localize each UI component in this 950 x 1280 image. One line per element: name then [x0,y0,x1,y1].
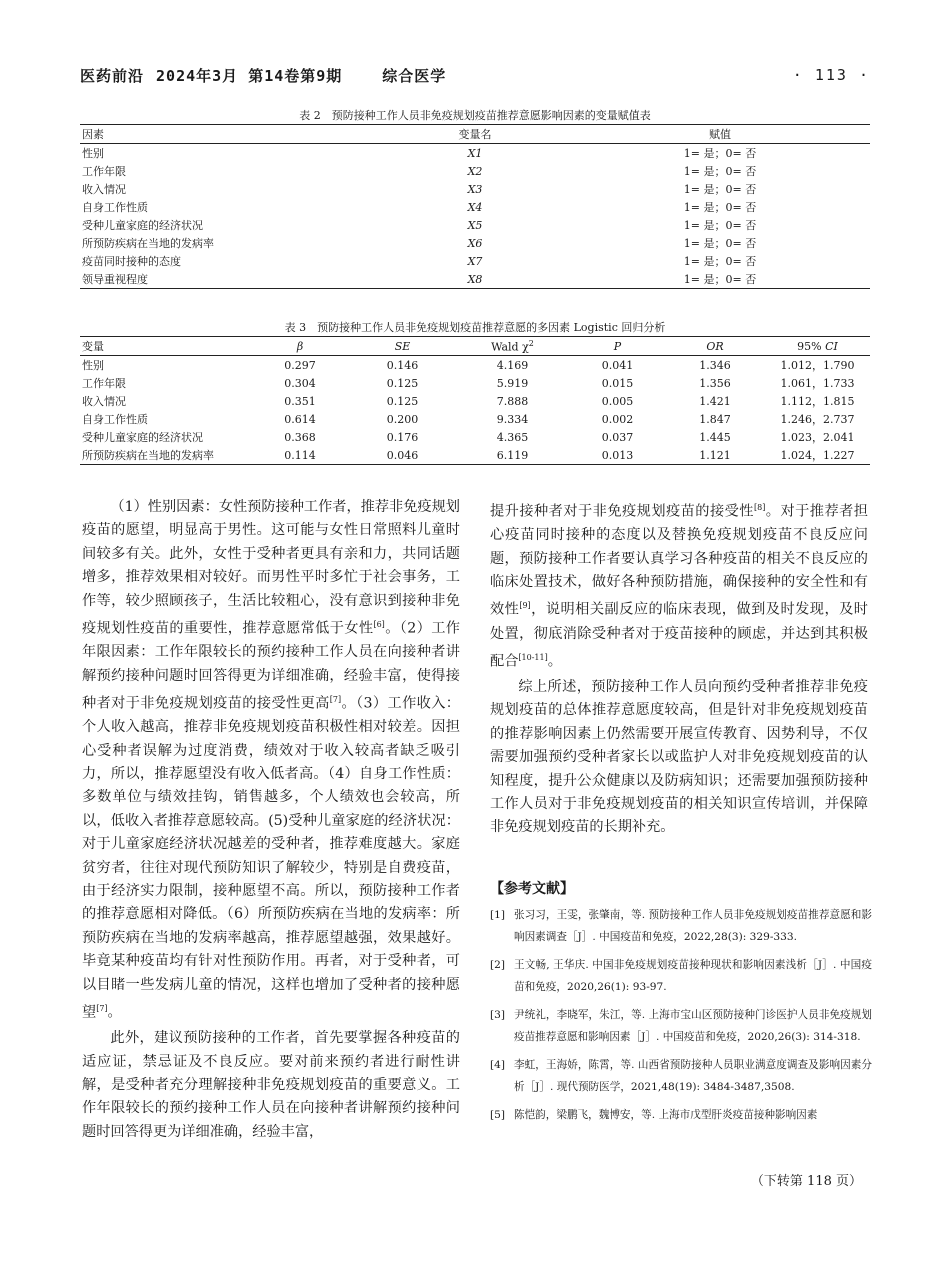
table-3-header-row [80,337,870,356]
table-cell: 0.114 [284,448,316,462]
table-row [80,180,870,198]
body-column-left [82,496,460,1144]
table-row [80,374,870,392]
table-2-header: 因素 [82,128,104,141]
references [490,878,872,1132]
issue-info: 2024年3月 第14卷第9期 [156,66,343,85]
text-run: 。 [547,653,562,670]
reference-list [490,904,872,1126]
table-cell: 1.346 [699,358,731,372]
table-cell: X4 [467,200,483,214]
table-cell: 0.041 [601,358,634,372]
citation: [7] [329,694,342,704]
table-2-header: 变量名 [458,128,492,141]
table-2-body [80,144,870,289]
table-cell: 收入情况 [82,395,126,408]
paragraph [490,496,868,674]
table-cell: X2 [467,164,483,178]
table-cell: 7.888 [496,394,529,408]
table-row [80,356,870,375]
table-cell: 1= 是；0= 否 [683,219,757,232]
table-cell: 收入情况 [82,183,126,196]
table-cell: 1.012，1.790 [780,359,855,372]
reference-number: [5] [490,1109,506,1121]
table-cell: 0.351 [284,394,316,408]
table-2-header-row [80,125,870,144]
citation: [6] [373,620,385,630]
table-cell: X6 [467,236,483,250]
reference-number: [2] [490,959,506,971]
table-row [80,270,870,289]
table-cell: 1.356 [699,376,731,390]
table-row [80,252,870,270]
table-2 [80,108,870,289]
table-row [80,410,870,428]
paragraph [82,496,460,1025]
text-run: （1）性别因素：女性预防接种工作者，推荐非免疫规划疫苗的愿望，明显高于男性。这可能与女性日常照料儿童时间较多有关。此外，女性于受种者更具有亲和力，共同话题增多，推荐效果相对较好。而男性平时多忙于社会事务，工作等，较少照顾孩子，生活比较粗心，没有意识到接种非免疫规划性疫苗的重要性，推荐意愿常低于女性 [82,499,460,637]
reference-text: 张习习，王雯，张肇南，等. 预防接种工作人员非免疫规划疫苗推荐意愿和影响因素调查［J］. 中国疫苗和免疫，2022,28(3): 329-333. [514,909,872,943]
table-cell: 0.037 [601,430,634,444]
references-heading: 【参考文献】 [490,881,574,897]
citation: [8] [753,503,766,512]
table-cell: 0.200 [386,412,419,426]
table-row [80,428,870,446]
table-cell: 所预防疾病在当地的发病率 [82,237,214,250]
reference-number: [4] [490,1059,506,1071]
running-header [80,62,870,88]
table-cell: 1.024，1.227 [780,449,855,462]
table-cell: 性别 [82,359,104,372]
table-cell: 1.246，2.737 [780,413,855,426]
page-number: · 113 · [792,66,870,84]
table-3-header: 变量 [82,340,104,353]
table-cell: 1.112，1.815 [780,395,855,408]
paragraph: 综上所述，预防接种工作人员向预约受种者推荐非免疫规划疫苗的总体推荐意愿度较高，但是针对非免疫规划疫苗的推荐影响因素上仍然需要开展宣传教育、因势利导，不仅需要加强预约受种者家长以或监护人对非免疫规划疫苗的认知程度，提升公众健康以及防病知识；还需要加强预防接种工作人员对于非免疫规划疫苗的相关知识宣传培训，并保障非免疫规划疫苗的长期补充。 [490,679,868,836]
table-cell: 6.119 [496,448,529,462]
table-cell: 0.046 [386,448,419,462]
text-run: 。 [107,1004,122,1021]
table-cell: 性别 [82,147,104,160]
table-row [80,234,870,252]
table-cell: 1.061，1.733 [780,377,855,390]
table-3-header: β [296,339,304,353]
table-cell: 1= 是；0= 否 [683,201,757,214]
body-column-right [490,496,868,840]
table-cell: 1= 是；0= 否 [683,183,757,196]
reference-number: [1] [490,909,506,921]
table-cell: 1.421 [699,394,731,408]
table-cell: 1= 是；0= 否 [683,147,757,160]
table-cell: 4.365 [496,430,529,444]
table-cell: X3 [467,182,483,196]
paragraph: 此外，建议预防接种的工作者，首先要掌握各种疫苗的适应证，禁忌证及不良反应。要对前来预约者进行耐性讲解，是受种者充分理解接种非免疫规划疫苗的重要意义。工作年限较长的预约接种工作人员在向接种者讲解预约接种问题时回答得更为详细准确，经验丰富， [82,1030,460,1140]
table-cell: 0.125 [386,394,419,408]
wald-label: Wald χ [491,340,529,354]
table-2-caption: 表 2 预防接种工作人员非免疫规划疫苗推荐意愿影响因素的变量赋值表 [299,109,651,122]
table-2-header: 赋值 [709,128,731,141]
reference-item [490,1104,872,1126]
reference-item [490,1054,872,1098]
reference-text: 尹统礼，李晓军，朱江，等. 上海市宝山区预防接种门诊医护人员非免疫规划疫苗推荐意愿和影响因素［J］. 中国疫苗和免疫，2020,26(3): 314-318. [514,1009,872,1043]
table-cell: 1= 是；0= 否 [683,237,757,250]
reference-item [490,1004,872,1048]
table-row [80,198,870,216]
table-cell: 0.125 [386,376,419,390]
text-run: ，说明相关副反应的临床表现，做到及时发现，及时处置，彻底消除受种者对于疫苗接种的顾虑，并达到其积极配合 [490,602,868,670]
ci-prefix: 95% [797,339,822,353]
ci-label: CI [825,339,838,353]
table-cell: 0.005 [601,394,634,408]
text-run: 提升接种者对于非免疫规划疫苗的接受性 [490,503,754,520]
reference-item [490,904,872,948]
reference-number: [3] [490,1009,506,1021]
continued-note: （下转第 118 页） [750,1174,862,1189]
text-run: 。对于推荐者担心疫苗同时接种的态度以及替换免疫规划疫苗不良反应问题，预防接种工作者要认真学习各种疫苗的相关不良反应的临床处置技术，做好各种预防措施，确保接种的安全性和有效性 [490,503,868,619]
table-3-header: OR [706,339,724,353]
table-cell: 受种儿童家庭的经济状况 [82,431,203,444]
table-cell: 0.304 [284,376,316,390]
citation: [7] [96,1004,108,1013]
table-row [80,446,870,465]
table-cell: 0.176 [386,430,419,444]
table-cell: 所预防疾病在当地的发病率 [82,449,214,462]
table-cell: 领导重视程度 [82,273,148,286]
table-cell: 1.847 [699,412,731,426]
table-cell: 1.121 [699,448,731,462]
citation: [9] [519,601,531,611]
table-3-header: P [613,339,622,353]
table-cell: 工作年限 [82,165,126,178]
table-cell: 0.002 [601,412,634,426]
journal-name: 医药前沿 [80,66,145,85]
table-cell: 自身工作性质 [82,413,148,426]
table-cell: 疫苗同时接种的态度 [82,255,181,268]
table-cell: 受种儿童家庭的经济状况 [82,219,203,232]
table-cell: 1= 是；0= 否 [683,165,757,178]
table-3 [80,320,870,465]
table-row [80,162,870,180]
table-cell: 1.023，2.041 [780,431,855,444]
citation: [10-11] [518,652,548,662]
table-3-header [765,337,870,356]
table-cell: X1 [467,146,483,160]
section-name: 综合医学 [382,66,447,85]
reference-text: 陈恺韵，梁鹏飞，魏博安，等. 上海市戊型肝炎疫苗接种影响因素 [514,1109,818,1121]
table-cell: 1= 是；0= 否 [683,273,757,286]
table-3-header: SE [394,339,411,353]
text-run: 。（3）工作收入：个人收入越高，推荐非免疫规划疫苗积极性相对较差。因担心受种者误解为过度消费，绩效对于收入较高者缺乏吸引力，所以，推荐愿望没有收入低者高。（4）自身工作性质：多数单位与绩效挂钩，销售越多，个人绩效也会较高，所以，低收入者推荐意愿较高。(5)受种儿童家庭的经济状况：对于儿童家庭经济状况越差的受种者，推荐难度越大。家庭贫穷者，往往对现代预防知识了解较少，特别是自费疫苗，由于经济实力限制，接种愿望不高。所以，预防接种工作者的推荐意愿相对降低。（6）所预防疾病在当地的发病率：所预防疾病在当地的发病率越高，推荐愿望越强，效果越好。毕竟某种疫苗均有针对性预防作用。再者，对于受种者，可以目睹一些发病儿童的情况，这样也增加了受种者的接种愿望 [82,695,460,1021]
table-cell: 0.614 [284,412,316,426]
table-cell: 0.146 [386,358,419,372]
table-cell: 工作年限 [82,377,126,390]
reference-text: 李虹，王海娇，陈霄，等. 山西省预防接种人员职业满意度调查及影响因素分析［J］. 现代预防医学，2021,48(19): 3484-3487,3508. [514,1059,872,1093]
reference-text: 王文畅, 王华庆. 中国非免疫规划疫苗接种现状和影响因素浅析［J］. 中国疫苗和免疫，2020,26(1): 93-97. [514,959,872,993]
table-row [80,144,870,163]
text-run: 。（2）工作年限因素：工作年限较长的预约接种工作人员在向接种者讲解预约接种问题时回答得更为详细准确，经验丰富，使得接种者对于非免疫规划疫苗的接受性更高 [82,620,460,712]
reference-item [490,954,872,998]
table-cell: X8 [467,272,483,286]
table-3-header [455,337,570,356]
wald-superscript: 2 [528,338,534,348]
table-row [80,392,870,410]
table-cell: 1.445 [699,430,731,444]
table-cell: 5.919 [496,376,529,390]
table-cell: 9.334 [496,412,529,426]
table-cell: 1= 是；0= 否 [683,255,757,268]
table-cell: X5 [467,218,483,232]
table-3-caption: 表 3 预防接种工作人员非免疫规划疫苗推荐意愿的多因素 Logistic 回归分析 [284,321,666,334]
table-cell: 0.015 [601,376,634,390]
table-3-body [80,356,870,465]
table-cell: 4.169 [496,358,529,372]
table-cell: 0.368 [284,430,316,444]
table-row [80,216,870,234]
table-cell: 0.297 [284,358,316,372]
table-cell: X7 [467,254,483,268]
table-cell: 0.013 [601,448,634,462]
table-cell: 自身工作性质 [82,201,148,214]
